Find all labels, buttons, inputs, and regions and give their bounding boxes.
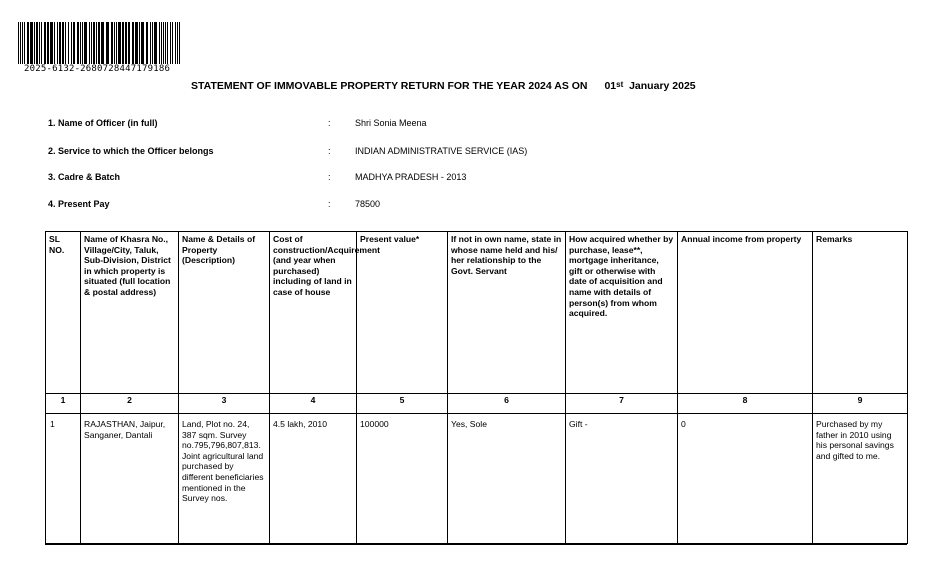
column-number: 6 bbox=[448, 394, 566, 414]
cell-sl-no: 1 bbox=[46, 414, 81, 544]
table-row bbox=[46, 414, 908, 544]
barcode-icon bbox=[18, 22, 180, 64]
present-pay-label: 4. Present Pay bbox=[48, 199, 110, 209]
info-colon: : bbox=[328, 199, 331, 209]
service-label: 2. Service to which the Officer belongs bbox=[48, 146, 214, 156]
service-value: INDIAN ADMINISTRATIVE SERVICE (IAS) bbox=[355, 146, 528, 156]
title-date-day: 01 bbox=[604, 80, 617, 92]
column-number: 4 bbox=[270, 394, 357, 414]
title-date-suffix: st bbox=[616, 80, 624, 89]
column-number: 7 bbox=[566, 394, 678, 414]
present-pay-value: 78500 bbox=[355, 199, 381, 209]
column-number: 3 bbox=[179, 394, 270, 414]
column-number: 1 bbox=[46, 394, 81, 414]
column-number: 2 bbox=[81, 394, 179, 414]
info-colon: : bbox=[328, 146, 331, 156]
cell-annual-income: 0 bbox=[678, 414, 813, 544]
cell-acquisition: Gift - bbox=[566, 414, 678, 544]
header-location: Name of Khasra No., Village/City, Taluk, Sub-Division, District in which property is situated (full location & postal address) bbox=[81, 232, 179, 394]
table-bottom-rule bbox=[45, 543, 907, 545]
header-sl-no: SL NO. bbox=[46, 232, 81, 394]
cell-cost: 4.5 lakh, 2010 bbox=[270, 414, 357, 544]
page-title bbox=[191, 80, 696, 92]
property-table bbox=[45, 231, 908, 544]
header-remarks: Remarks bbox=[813, 232, 908, 394]
header-row bbox=[46, 232, 908, 394]
header-present-value: Present value* bbox=[357, 232, 448, 394]
cell-remarks: Purchased by my father in 2010 using his personal savings and gifted to me. bbox=[813, 414, 908, 544]
header-ownership: If not in own name, state in whose name held and his/ her relationship to the Govt. Servant bbox=[448, 232, 566, 394]
officer-name-label: 1. Name of Officer (in full) bbox=[48, 118, 158, 128]
barcode-number: 2025-6132-2680728447179186 bbox=[24, 64, 171, 74]
title-date bbox=[604, 80, 695, 92]
header-cost: Cost of construction/Acquirement (and year when purchased) including of land in case of house bbox=[270, 232, 357, 394]
cell-present-value: 100000 bbox=[357, 414, 448, 544]
info-colon: : bbox=[328, 118, 331, 128]
header-acquisition: How acquired whether by purchase, lease**, mortgage inheritance, gift or otherwise with date of acquisition and name with details of person(s) from whom acquired. bbox=[566, 232, 678, 394]
column-number: 8 bbox=[678, 394, 813, 414]
column-number-row bbox=[46, 394, 908, 414]
title-date-rest: January 2025 bbox=[629, 80, 696, 92]
info-colon: : bbox=[328, 172, 331, 182]
column-number: 5 bbox=[357, 394, 448, 414]
cell-property-details: Land, Plot no. 24, 387 sqm. Survey no.795,796,807,813. Joint agricultural land purchased by different beneficiaries mentioned in the Survey nos. bbox=[179, 414, 270, 544]
header-property-details: Name & Details of Property (Description) bbox=[179, 232, 270, 394]
cell-location: RAJASTHAN, Jaipur, Sanganer, Dantali bbox=[81, 414, 179, 544]
cadre-batch-label: 3. Cadre & Batch bbox=[48, 172, 121, 182]
cell-ownership: Yes, Sole bbox=[448, 414, 566, 544]
cadre-batch-value: MADHYA PRADESH - 2013 bbox=[355, 172, 467, 182]
column-number: 9 bbox=[813, 394, 908, 414]
header-annual-income: Annual income from property bbox=[678, 232, 813, 394]
title-main: STATEMENT OF IMMOVABLE PROPERTY RETURN FOR THE YEAR 2024 AS ON bbox=[191, 80, 588, 92]
officer-name-value: Shri Sonia Meena bbox=[355, 118, 427, 128]
